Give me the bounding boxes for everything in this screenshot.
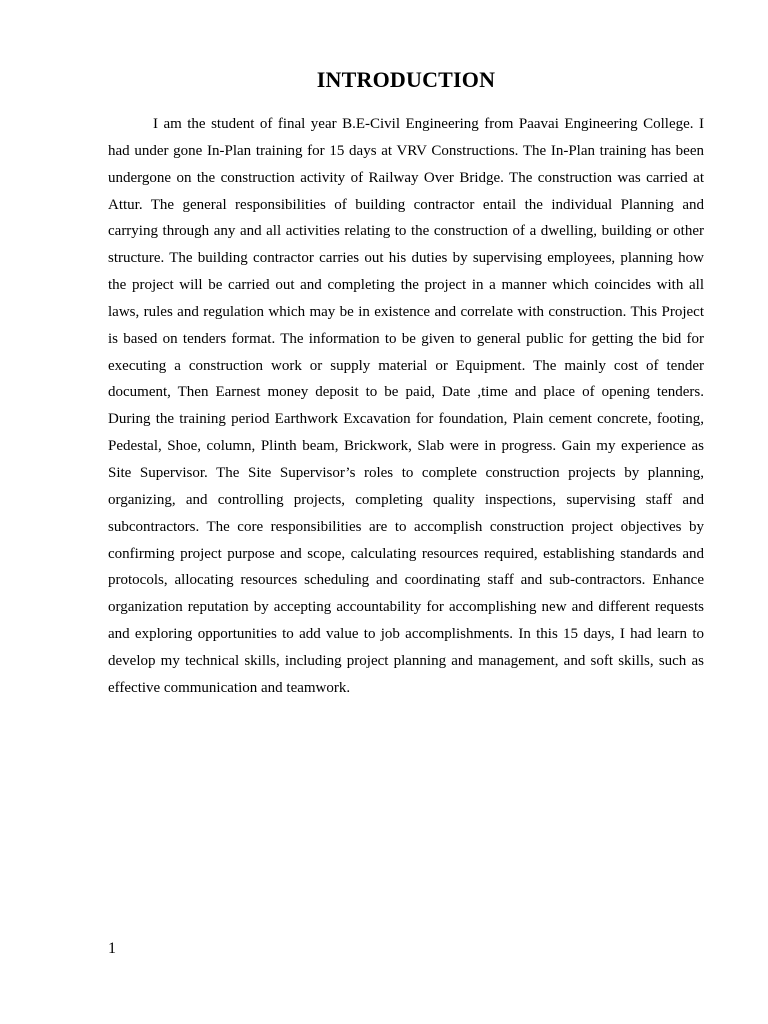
page-title: INTRODUCTION [316,67,496,92]
introduction-paragraph: I am the student of final year B.E-Civil Engineering from Paavai Engineering College. I had under gone In-Plan training for 15 days at VRV Constructions. The In-Plan training has been undergone on the construction activity of Railway Over Bridge. The construction was carried at Attur. The general responsibilities of building contractor entail the individual Planning and carrying through any and all activities relating to the construction of a dwelling, building or other structure. The building contractor carries out his duties by supervising employees, planning how the project will be carried out and completing the project in a manner which coincides with all laws, rules and regulation which may be in existence and correlate with construction. This Project is based on tenders format. The information to be given to general public for getting the bid for executing a construction work or supply material or Equipment. The mainly cost of tender document, Then Earnest money deposit to be paid, Date ,time and place of opening tenders. During the training period Earthwork Excavation for foundation, Plain cement concrete, footing, Pedestal, Shoe, column, Plinth beam, Brickwork, Slab were in progress. Gain my experience as Site Supervisor. The Site Supervisor’s roles to complete construction projects by planning, organizing, and controlling projects, completing quality inspections, supervising staff and subcontractors. The core responsibilities are to accomplish construction project objectives by confirming project purpose and scope, calculating resources required, establishing standards and protocols, allocating resources scheduling and coordinating staff and sub-contractors. Enhance organization reputation by accepting accountability for accomplishing new and different requests and exploring opportunities to add value to job accomplishments. In this 15 days, I had learn to develop my technical skills, including project planning and management, and soft skills, such as effective communication and teamwork. [108,116,704,696]
page-number: 1 [108,940,116,957]
